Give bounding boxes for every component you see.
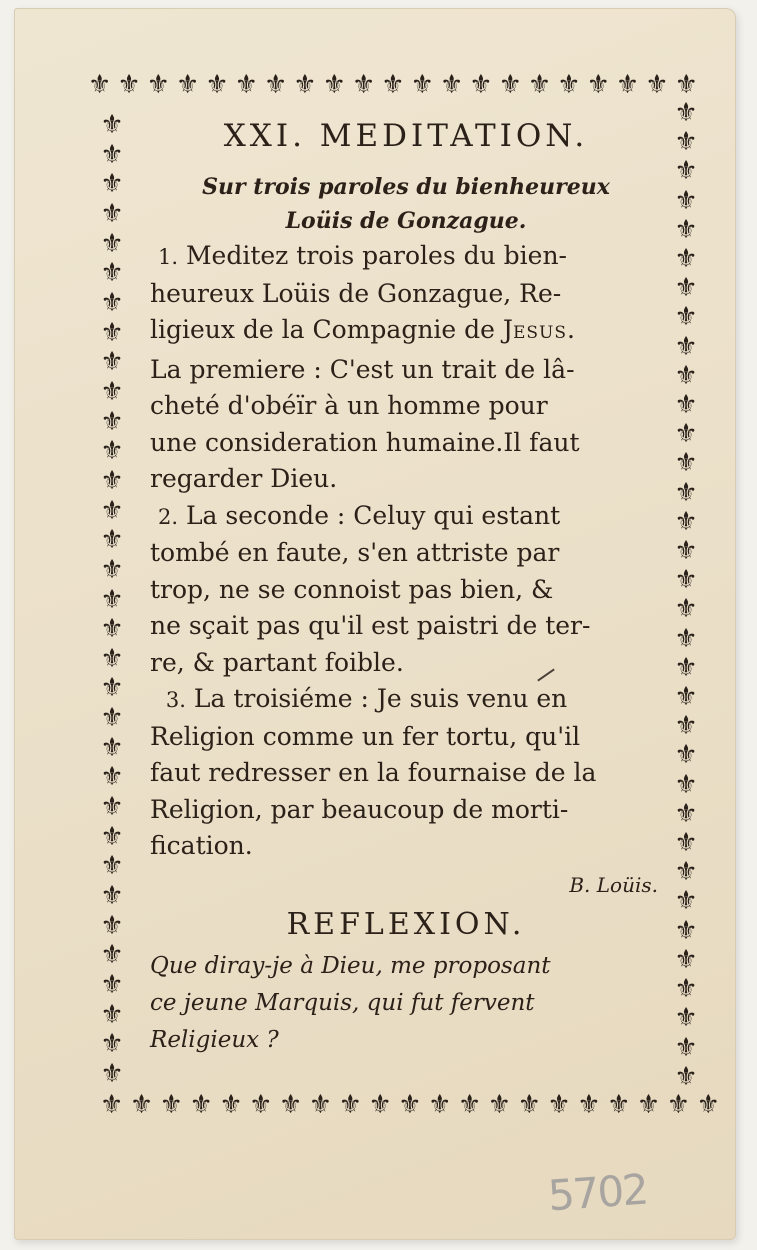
text-line: fication. xyxy=(150,831,253,860)
fleuron-ornament-icon: ⚜ xyxy=(100,584,124,615)
signature: B. Loüis. xyxy=(569,872,658,897)
fleuron-ornament-icon: ⚜ xyxy=(636,1090,661,1120)
fleuron-ornament-icon: ⚜ xyxy=(674,70,698,100)
fleuron-ornament-icon: ⚜ xyxy=(674,98,698,128)
fleuron-ornament-icon: ⚜ xyxy=(249,1090,273,1120)
fleuron-ornament-icon: ⚜ xyxy=(100,169,124,200)
fleuron-ornament-icon: ⚜ xyxy=(615,70,640,100)
fleuron-ornament-icon: ⚜ xyxy=(100,554,124,585)
fleuron-ornament-icon: ⚜ xyxy=(674,390,698,421)
fleuron-ornament-icon: ⚜ xyxy=(146,70,170,100)
fleuron-ornament-icon: ⚜ xyxy=(674,506,698,537)
text-line: re, & partant foible. xyxy=(150,647,404,677)
reflexion-text xyxy=(150,948,662,1059)
ornament-border-left xyxy=(96,112,128,1087)
fleuron-ornament-icon: ⚜ xyxy=(100,673,124,704)
fleuron-ornament-icon: ⚜ xyxy=(100,940,124,971)
paragraph-number: 3. xyxy=(165,688,186,712)
fleuron-ornament-icon: ⚜ xyxy=(100,881,124,912)
fleuron-ornament-icon: ⚜ xyxy=(100,495,124,526)
fleuron-ornament-icon: ⚜ xyxy=(219,1090,243,1120)
fleuron-ornament-icon: ⚜ xyxy=(674,302,698,333)
fleuron-ornament-icon: ⚜ xyxy=(100,317,124,348)
fleuron-ornament-icon: ⚜ xyxy=(674,1003,698,1034)
fleuron-ornament-icon: ⚜ xyxy=(234,70,258,100)
fleuron-ornament-icon: ⚜ xyxy=(457,1090,482,1120)
fleuron-ornament-icon: ⚜ xyxy=(439,70,464,100)
fleuron-ornament-icon: ⚜ xyxy=(398,1090,422,1120)
fleuron-ornament-icon: ⚜ xyxy=(159,1090,183,1120)
fleuron-ornament-icon: ⚜ xyxy=(674,974,698,1005)
fleuron-ornament-icon: ⚜ xyxy=(100,614,124,645)
fleuron-ornament-icon: ⚜ xyxy=(100,258,124,289)
fleuron-ornament-icon: ⚜ xyxy=(175,70,200,100)
fleuron-ornament-icon: ⚜ xyxy=(100,139,124,170)
fleuron-ornament-icon: ⚜ xyxy=(674,477,698,508)
text-line: Religion, par beaucoup de morti- xyxy=(150,794,569,824)
fleuron-ornament-icon: ⚜ xyxy=(674,740,698,771)
fleuron-ornament-icon: ⚜ xyxy=(428,1090,452,1120)
fleuron-ornament-icon: ⚜ xyxy=(674,1032,698,1063)
small-caps-span: ESUS xyxy=(512,323,567,343)
fleuron-ornament-icon: ⚜ xyxy=(100,406,124,437)
text-line: La premiere : C'est un trait de lâ- xyxy=(150,354,575,384)
fleuron-ornament-icon: ⚜ xyxy=(674,623,698,654)
text-line xyxy=(150,238,662,276)
fleuron-ornament-icon: ⚜ xyxy=(338,1090,362,1120)
paragraph-2 xyxy=(150,498,662,682)
fleuron-ornament-icon: ⚜ xyxy=(308,1090,333,1120)
fleuron-ornament-icon: ⚜ xyxy=(410,70,434,100)
fleuron-ornament-icon: ⚜ xyxy=(100,376,124,407)
fleuron-ornament-icon: ⚜ xyxy=(674,565,698,596)
text-line: trop, ne se connoist pas bien, & xyxy=(150,574,554,604)
paragraph-3 xyxy=(150,681,662,865)
fleuron-ornament-icon: ⚜ xyxy=(527,70,552,100)
ornament-border-right xyxy=(670,100,702,1090)
fleuron-ornament-icon: ⚜ xyxy=(674,360,698,391)
fleuron-ornament-icon: ⚜ xyxy=(487,1090,512,1120)
subtitle-line: Loüis de Gonzague. xyxy=(285,208,527,234)
text-line: ce jeune Marquis, qui fut fervent xyxy=(150,989,535,1016)
fleuron-ornament-icon: ⚜ xyxy=(674,798,698,829)
fleuron-ornament-icon: ⚜ xyxy=(100,198,124,229)
fleuron-ornament-icon: ⚜ xyxy=(674,536,698,567)
paragraph-number: 2. xyxy=(157,504,178,529)
fleuron-ornament-icon: ⚜ xyxy=(674,769,698,800)
fleuron-ornament-icon: ⚜ xyxy=(674,244,698,275)
fleuron-ornament-icon: ⚜ xyxy=(381,70,405,100)
paragraph-number: 1. xyxy=(157,245,178,269)
fleuron-ornament-icon: ⚜ xyxy=(674,594,698,625)
fleuron-ornament-icon: ⚜ xyxy=(645,70,669,100)
text-span: ligieux de la Compagnie de J xyxy=(150,315,513,344)
fleuron-ornament-icon: ⚜ xyxy=(674,1061,698,1092)
text-line: regarder Dieu. xyxy=(150,464,338,493)
fleuron-ornament-icon: ⚜ xyxy=(293,70,317,100)
fleuron-ornament-icon: ⚜ xyxy=(586,70,610,100)
text-line: Que diray-je à Dieu, me proposant xyxy=(150,952,551,979)
text-span: . xyxy=(566,315,575,344)
fleuron-ornament-icon: ⚜ xyxy=(100,762,124,793)
fleuron-ornament-icon: ⚜ xyxy=(674,448,698,479)
fleuron-ornament-icon: ⚜ xyxy=(674,857,698,888)
fleuron-ornament-icon: ⚜ xyxy=(88,70,112,100)
fleuron-ornament-icon: ⚜ xyxy=(129,1090,154,1120)
fleuron-ornament-icon: ⚜ xyxy=(100,851,124,882)
fleuron-ornament-icon: ⚜ xyxy=(322,70,346,100)
fleuron-ornament-icon: ⚜ xyxy=(205,70,229,100)
fleuron-ornament-icon: ⚜ xyxy=(674,127,698,158)
fleuron-ornament-icon: ⚜ xyxy=(674,185,698,216)
text-line xyxy=(150,312,662,352)
fleuron-ornament-icon: ⚜ xyxy=(607,1090,631,1120)
text-span: La seconde : Celuy qui estant xyxy=(185,500,561,530)
subtitle-line: Sur trois paroles du bienheureux xyxy=(202,174,610,200)
text-line xyxy=(150,681,662,719)
fleuron-ornament-icon: ⚜ xyxy=(666,1090,691,1120)
pencil-catalog-number: 5702 xyxy=(546,1164,649,1221)
fleuron-ornament-icon: ⚜ xyxy=(674,273,698,304)
fleuron-ornament-icon: ⚜ xyxy=(577,1090,601,1120)
fleuron-ornament-icon: ⚜ xyxy=(100,228,124,259)
text-line: faut redresser en la fournaise de la xyxy=(150,758,597,787)
fleuron-ornament-icon: ⚜ xyxy=(351,70,376,100)
fleuron-ornament-icon: ⚜ xyxy=(674,682,698,713)
text-line: cheté d'obéïr à un homme pour xyxy=(150,391,548,420)
fleuron-ornament-icon: ⚜ xyxy=(100,643,124,674)
meditation-text xyxy=(150,112,662,1059)
ornament-border-top xyxy=(88,72,698,98)
subtitle xyxy=(150,170,662,238)
fleuron-ornament-icon: ⚜ xyxy=(189,1090,213,1120)
text-line xyxy=(150,498,662,536)
fleuron-ornament-icon: ⚜ xyxy=(100,1090,124,1120)
fleuron-ornament-icon: ⚜ xyxy=(674,828,698,859)
fleuron-ornament-icon: ⚜ xyxy=(100,110,124,140)
fleuron-ornament-icon: ⚜ xyxy=(100,999,124,1030)
fleuron-ornament-icon: ⚜ xyxy=(100,910,124,941)
fleuron-ornament-icon: ⚜ xyxy=(100,1029,124,1060)
fleuron-ornament-icon: ⚜ xyxy=(100,821,124,852)
text-line: Religion comme un fer tortu, qu'il xyxy=(150,721,581,751)
fleuron-ornament-icon: ⚜ xyxy=(517,1090,541,1120)
reflexion-heading: REFLEXION. xyxy=(286,906,526,942)
fleuron-ornament-icon: ⚜ xyxy=(674,652,698,683)
fleuron-ornament-icon: ⚜ xyxy=(100,465,124,496)
page-title: XXI. MEDITATION. xyxy=(223,118,589,154)
fleuron-ornament-icon: ⚜ xyxy=(117,70,141,100)
text-span: Meditez trois paroles du bien- xyxy=(185,241,567,270)
fleuron-ornament-icon: ⚜ xyxy=(696,1090,720,1120)
fleuron-ornament-icon: ⚜ xyxy=(674,331,698,362)
fleuron-ornament-icon: ⚜ xyxy=(674,419,698,450)
fleuron-ornament-icon: ⚜ xyxy=(263,70,288,100)
text-line: ne sçait pas qu'il est paistri de ter- xyxy=(150,611,591,640)
fleuron-ornament-icon: ⚜ xyxy=(674,944,698,975)
fleuron-ornament-icon: ⚜ xyxy=(100,792,124,823)
fleuron-ornament-icon: ⚜ xyxy=(100,287,124,318)
fleuron-ornament-icon: ⚜ xyxy=(557,70,581,100)
fleuron-ornament-icon: ⚜ xyxy=(547,1090,571,1120)
fleuron-ornament-icon: ⚜ xyxy=(100,732,124,763)
fleuron-ornament-icon: ⚜ xyxy=(674,214,698,245)
fleuron-ornament-icon: ⚜ xyxy=(469,70,493,100)
fleuron-ornament-icon: ⚜ xyxy=(674,711,698,742)
fleuron-ornament-icon: ⚜ xyxy=(498,70,522,100)
text-line: tombé en faute, s'en attriste par xyxy=(150,538,560,567)
fleuron-ornament-icon: ⚜ xyxy=(100,436,124,467)
text-line: Religieux ? xyxy=(150,1026,279,1053)
fleuron-ornament-icon: ⚜ xyxy=(368,1090,392,1120)
fleuron-ornament-icon: ⚜ xyxy=(674,156,698,187)
fleuron-ornament-icon: ⚜ xyxy=(100,525,124,556)
text-line: heureux Loüis de Gonzague, Re- xyxy=(150,278,562,308)
fleuron-ornament-icon: ⚜ xyxy=(100,970,124,1001)
fleuron-ornament-icon: ⚜ xyxy=(100,1059,124,1089)
text-span: La troisiéme : Je suis venu en xyxy=(193,684,568,713)
text-line: une consideration humaine.Il faut xyxy=(150,427,580,457)
fleuron-ornament-icon: ⚜ xyxy=(278,1090,303,1120)
fleuron-ornament-icon: ⚜ xyxy=(674,886,698,917)
paragraph-1 xyxy=(150,238,662,498)
fleuron-ornament-icon: ⚜ xyxy=(100,347,124,378)
ornament-border-bottom xyxy=(100,1092,720,1118)
fleuron-ornament-icon: ⚜ xyxy=(674,915,698,946)
fleuron-ornament-icon: ⚜ xyxy=(100,703,124,734)
